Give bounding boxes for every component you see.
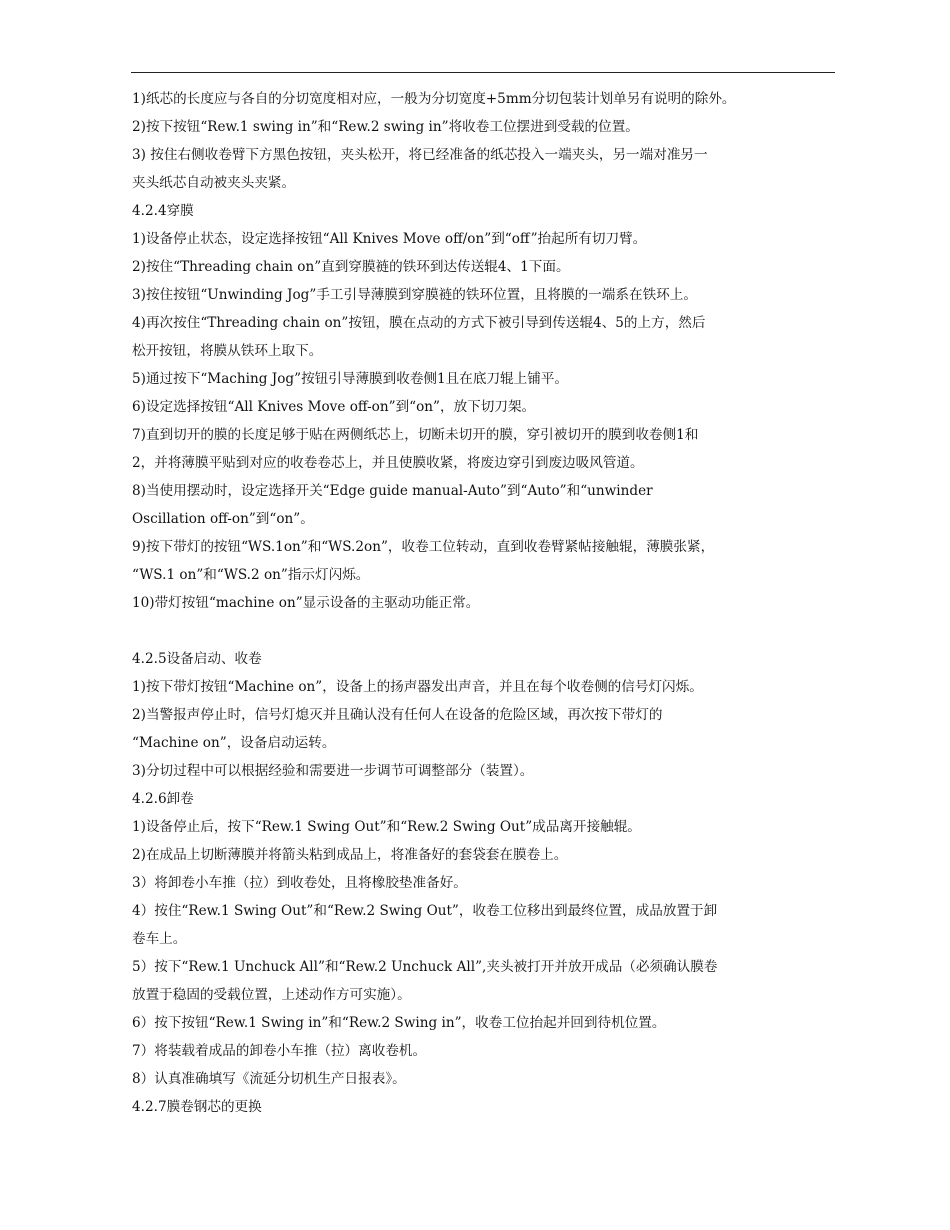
text-line: 5）按下“Rew.1 Unchuck All”和“Rew.2 Unchuck All”,夹头被打开并放开成品（必须确认膜卷: [132, 959, 718, 975]
text-line: 8)当使用摆动时，设定选择开关“Edge guide manual-Auto”到“Auto”和“unwinder: [132, 483, 653, 499]
text-line: 4.2.7膜卷钢芯的更换: [132, 1099, 262, 1115]
text-line: 4.2.4穿膜: [132, 203, 194, 219]
text-line: 2)按下按钮“Rew.1 swing in”和“Rew.2 swing in”将收卷工位摆进到受载的位置。: [132, 119, 639, 135]
text-line: “Machine on”，设备启动运转。: [132, 735, 336, 751]
text-line: 10)带灯按钮“machine on”显示设备的主驱动功能正常。: [132, 595, 480, 611]
text-line: 2)当警报声停止时，信号灯熄灭并且确认没有任何人在设备的危险区域，再次按下带灯的: [132, 707, 663, 723]
text-line: 8）认真准确填写《流延分切机生产日报表》。: [132, 1071, 406, 1087]
text-line: 4.2.5设备启动、收卷: [132, 651, 262, 667]
text-line: 3）将卸卷小车推（拉）到收卷处，且将橡胶垫准备好。: [132, 875, 467, 891]
text-line: 1)设备停止后，按下“Rew.1 Swing Out”和“Rew.2 Swing Out”成品离开接触辊。: [132, 819, 641, 835]
blank-line: [132, 617, 842, 645]
text-line: 1)设备停止状态，设定选择按钮“All Knives Move off/on”到“off”抬起所有切刀臂。: [132, 231, 647, 247]
text-line: 5)通过按下“Maching Jog”按钮引导薄膜到收卷侧1且在底刀辊上铺平。: [132, 371, 569, 387]
text-line: 3)分切过程中可以根据经验和需要进一步调节可调整部分（装置）。: [132, 763, 534, 779]
header-rule: [131, 72, 835, 73]
text-line: Oscillation off-on”到“on”。: [132, 511, 314, 527]
text-line: 2)按住“Threading chain on”直到穿膜裢的铁环到达传送辊4、1下面。: [132, 259, 570, 275]
text-line: 9)按下带灯的按钮“WS.1on”和“WS.2on”，收卷工位转动，直到收卷臂紧帖接触辊，薄膜张紧，: [132, 539, 715, 555]
text-line: 7）将装载着成品的卸卷小车推（拉）离收卷机。: [132, 1043, 427, 1059]
text-line: 3) 按住右侧收卷臂下方黑色按钮，夹头松开，将已经准备的纸芯投入一端夹头，另一端对准另一: [132, 147, 708, 163]
text-line: 6）按下按钮“Rew.1 Swing in”和“Rew.2 Swing in”，收卷工位抬起并回到待机位置。: [132, 1015, 666, 1031]
text-line: 1)按下带灯按钮“Machine on”，设备上的扬声器发出声音，并且在每个收卷侧的信号灯闪烁。: [132, 679, 703, 695]
text-line: 放置于稳固的受载位置，上述动作方可实施）。: [132, 987, 411, 1003]
text-line: 2，并将薄膜平贴到对应的收卷卷芯上，并且使膜收紧，将废边穿引到废边吸风管道。: [132, 455, 644, 471]
text-line: 夹头纸芯自动被夹头夹紧。: [132, 175, 296, 191]
text-line: 2)在成品上切断薄膜并将箭头粘到成品上，将准备好的套袋套在膜卷上。: [132, 847, 568, 863]
text-line: 6)设定选择按钮“All Knives Move off-on”到“on”，放下切刀架。: [132, 399, 536, 415]
text-line: 3)按住按钮“Unwinding Jog”手工引导薄膜到穿膜裢的铁环位置，且将膜的一端系在铁环上。: [132, 287, 697, 303]
text-line: 卷车上。: [132, 931, 187, 947]
text-line: 松开按钮，将膜从铁环上取下。: [132, 343, 323, 359]
text-line: 4)再次按住“Threading chain on”按钮，膜在点动的方式下被引导到传送辊4、5的上方，然后: [132, 315, 706, 331]
text-line: 7)直到切开的膜的长度足够于贴在两侧纸芯上，切断未切开的膜，穿引被切开的膜到收卷侧1和: [132, 427, 699, 443]
text-line: 4.2.6卸卷: [132, 791, 194, 807]
text-line: 4）按住“Rew.1 Swing Out”和“Rew.2 Swing Out”，收卷工位移出到最终位置，成品放置于卸: [132, 903, 718, 919]
text-line: “WS.1 on”和“WS.2 on”指示灯闪烁。: [132, 567, 370, 583]
text-line: 1)纸芯的长度应与各自的分切宽度相对应，一般为分切宽度+5mm分切包装计划单另有说明的除外。: [132, 91, 736, 107]
document-body: [132, 85, 842, 1121]
